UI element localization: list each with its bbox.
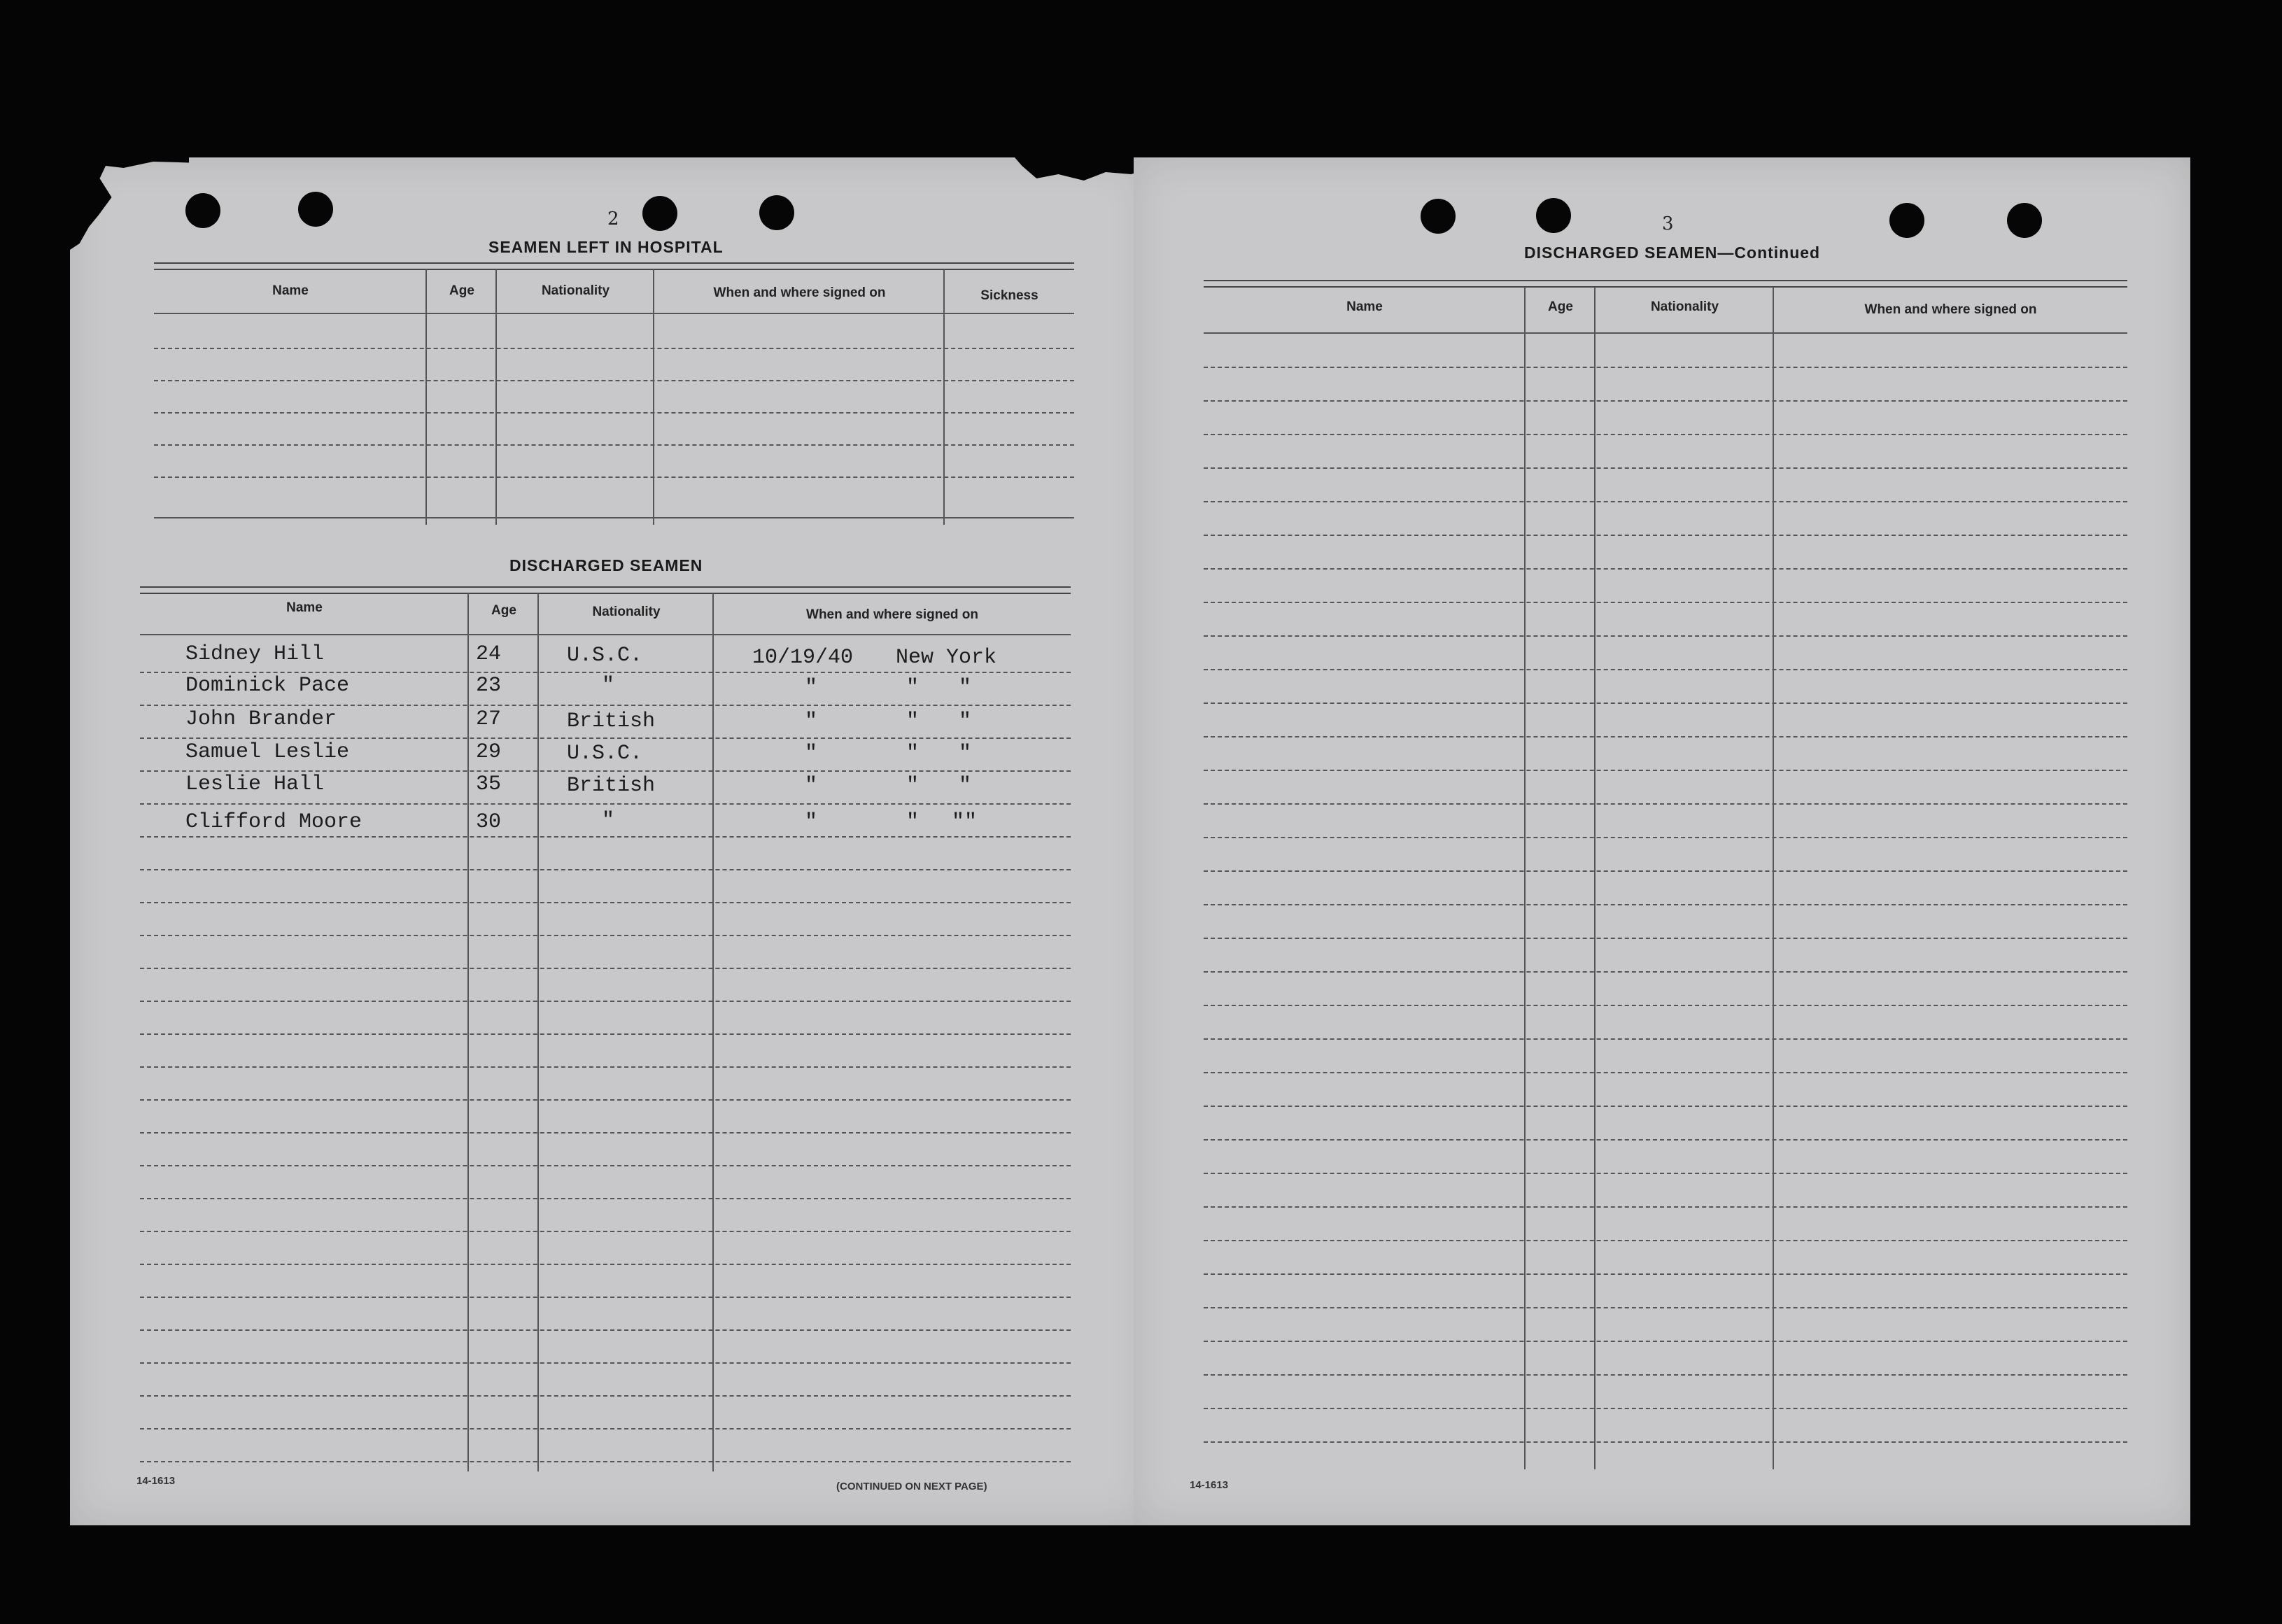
- col-header-age: Age: [1548, 299, 1573, 314]
- row-line: [1204, 1273, 2127, 1275]
- row-line: [1204, 1072, 2127, 1073]
- row-line: [140, 869, 1071, 870]
- column-divider: [712, 593, 714, 1471]
- row-line: [140, 1198, 1071, 1199]
- signed-on-place: ": [906, 742, 920, 765]
- signed-on-date: ": [805, 742, 818, 765]
- signed-on-place: ": [906, 774, 920, 798]
- seaman-nationality: ": [602, 674, 615, 698]
- row-line: [1204, 1106, 2127, 1107]
- row-line: [140, 1362, 1071, 1364]
- punch-hole: [185, 193, 220, 228]
- punch-hole: [298, 192, 333, 227]
- row-line: [1204, 938, 2127, 939]
- row-line: [1204, 400, 2127, 402]
- row-line: [140, 770, 1071, 772]
- signed-on-place-ditto: ": [959, 709, 972, 733]
- row-line: [140, 1428, 1071, 1429]
- row-line: [1204, 837, 2127, 838]
- seaman-nationality: British: [567, 774, 656, 798]
- discharged-continued-table: [1204, 280, 2127, 1469]
- discharged-continued-title: DISCHARGED SEAMEN—Continued: [1524, 243, 1821, 262]
- row-line: [1204, 904, 2127, 905]
- row-line: [1204, 1341, 2127, 1342]
- row-line: [1204, 870, 2127, 872]
- discharged-table: [140, 586, 1071, 1475]
- table-top-rule: [140, 586, 1071, 594]
- signed-on-date: ": [805, 810, 818, 834]
- column-divider: [1524, 287, 1526, 1469]
- column-divider: [1773, 287, 1774, 1469]
- row-line: [140, 1461, 1071, 1462]
- col-header-signed-on: When and where signed on: [1864, 302, 2037, 317]
- column-divider: [537, 593, 539, 1471]
- signed-on-place-ditto: ": [959, 676, 972, 700]
- row-line: [140, 1132, 1071, 1134]
- row-line: [1204, 1408, 2127, 1409]
- row-line: [140, 1033, 1071, 1035]
- column-divider: [1594, 287, 1596, 1469]
- col-header-age: Age: [449, 283, 474, 298]
- row-line: [154, 476, 1074, 478]
- hospital-section-title: SEAMEN LEFT IN HOSPITAL: [488, 238, 724, 256]
- signed-on-place: ": [906, 810, 920, 834]
- col-header-sickness: Sickness: [980, 288, 1038, 303]
- row-line: [140, 705, 1071, 706]
- seaman-name: Sidney Hill: [185, 642, 325, 666]
- row-line: [140, 1165, 1071, 1166]
- seaman-nationality: British: [567, 709, 656, 733]
- row-line: [154, 380, 1074, 381]
- row-line: [1204, 736, 2127, 737]
- row-line: [1204, 971, 2127, 973]
- table-top-rule: [154, 262, 1074, 270]
- hospital-table: [154, 262, 1074, 542]
- punch-hole: [2007, 203, 2042, 238]
- row-line: [1204, 635, 2127, 637]
- row-line: [1204, 1005, 2127, 1006]
- row-line: [140, 902, 1071, 903]
- seaman-age: 30: [476, 810, 502, 834]
- row-line: [1204, 434, 2127, 435]
- signed-on-place-ditto: ": [959, 742, 972, 765]
- row-line: [1204, 367, 2127, 368]
- row-line: [1204, 535, 2127, 536]
- table-top-rule: [1204, 280, 2127, 288]
- seaman-name: Dominick Pace: [185, 674, 350, 698]
- seaman-nationality: U.S.C.: [567, 742, 643, 765]
- seaman-name: Leslie Hall: [185, 772, 325, 796]
- row-line: [1204, 803, 2127, 805]
- punch-hole: [1536, 198, 1571, 233]
- row-line: [1204, 1307, 2127, 1308]
- header-rule: [140, 634, 1071, 635]
- signed-on-date: ": [805, 709, 818, 733]
- column-divider: [653, 269, 654, 525]
- seaman-name: Samuel Leslie: [185, 740, 350, 764]
- column-divider: [495, 269, 497, 525]
- row-line: [154, 412, 1074, 414]
- row-line: [140, 1001, 1071, 1002]
- row-line: [1204, 1441, 2127, 1443]
- seaman-nationality: U.S.C.: [567, 644, 643, 668]
- row-line: [140, 836, 1071, 838]
- signed-on-date: 10/19/40: [752, 646, 854, 670]
- col-header-signed-on: When and where signed on: [806, 607, 978, 622]
- row-line: [1204, 1374, 2127, 1376]
- row-line: [1204, 702, 2127, 704]
- column-divider: [425, 269, 427, 525]
- row-line: [1204, 1038, 2127, 1040]
- seaman-age: 27: [476, 707, 502, 731]
- row-line: [1204, 1139, 2127, 1141]
- col-header-name: Name: [272, 283, 309, 298]
- row-line: [154, 444, 1074, 446]
- continued-note: (CONTINUED ON NEXT PAGE): [836, 1481, 987, 1492]
- column-divider: [467, 593, 469, 1471]
- col-header-nationality: Nationality: [592, 605, 661, 619]
- col-header-nationality: Nationality: [1650, 299, 1719, 314]
- signed-on-place: New York: [896, 646, 997, 670]
- signed-on-place: ": [906, 709, 920, 733]
- row-line: [140, 672, 1071, 673]
- col-header-name: Name: [286, 600, 323, 615]
- form-number: 14-1613: [1190, 1479, 1229, 1491]
- signed-on-date: ": [805, 676, 818, 700]
- row-line: [1204, 501, 2127, 502]
- row-line: [140, 803, 1071, 805]
- col-header-nationality: Nationality: [541, 283, 610, 298]
- row-line: [140, 1231, 1071, 1232]
- punch-hole: [1889, 203, 1924, 238]
- punch-hole: [1421, 199, 1456, 234]
- header-rule: [1204, 332, 2127, 334]
- signed-on-place-ditto: ": [959, 774, 972, 798]
- seaman-age: 24: [476, 642, 502, 666]
- row-line: [140, 968, 1071, 969]
- seaman-nationality: ": [602, 809, 615, 833]
- row-line: [1204, 467, 2127, 469]
- seaman-age: 23: [476, 674, 502, 698]
- page-number: 3: [1662, 213, 1674, 234]
- row-line: [1204, 770, 2127, 771]
- row-line: [140, 737, 1071, 739]
- form-number: 14-1613: [136, 1475, 176, 1487]
- seaman-age: 29: [476, 740, 502, 764]
- row-line: [140, 1264, 1071, 1265]
- row-line: [140, 935, 1071, 936]
- row-line: [1204, 602, 2127, 603]
- col-header-age: Age: [491, 603, 516, 618]
- punch-hole: [642, 196, 677, 231]
- row-line: [140, 1329, 1071, 1331]
- row-line: [1204, 1206, 2127, 1208]
- row-line: [1204, 1173, 2127, 1174]
- seaman-age: 35: [476, 772, 502, 796]
- col-header-signed-on: When and where signed on: [713, 285, 886, 300]
- signed-on-date: ": [805, 774, 818, 798]
- row-line: [140, 1395, 1071, 1397]
- seaman-name: Clifford Moore: [185, 810, 362, 834]
- row-line: [1204, 1240, 2127, 1241]
- signed-on-place-ditto: "": [952, 810, 978, 834]
- col-header-name: Name: [1346, 299, 1383, 314]
- column-divider: [943, 269, 945, 525]
- signed-on-place: ": [906, 676, 920, 700]
- row-line: [140, 1297, 1071, 1298]
- header-rule: [154, 313, 1074, 314]
- punch-hole: [759, 195, 794, 230]
- seaman-name: John Brander: [185, 707, 337, 731]
- row-line: [1204, 568, 2127, 570]
- row-line: [154, 348, 1074, 349]
- page-number: 2: [607, 209, 619, 230]
- table-bottom-rule: [154, 517, 1074, 518]
- row-line: [1204, 669, 2127, 670]
- row-line: [140, 1099, 1071, 1101]
- row-line: [140, 1066, 1071, 1068]
- discharged-section-title: DISCHARGED SEAMEN: [509, 556, 703, 574]
